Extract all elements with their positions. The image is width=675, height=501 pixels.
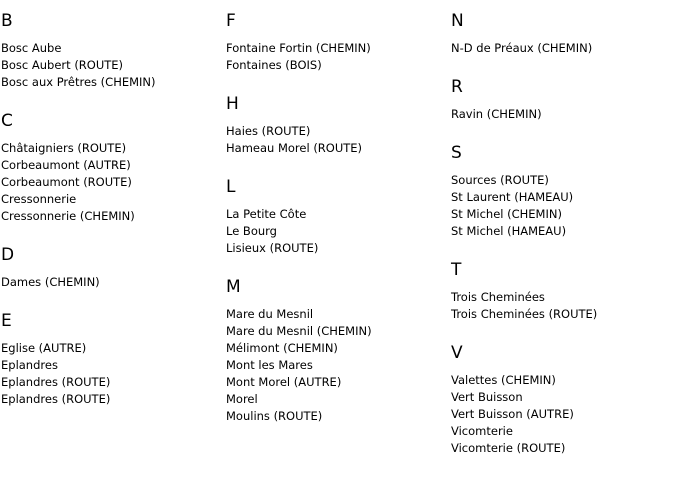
section-letter-heading: R — [451, 77, 463, 97]
letter-section — [226, 176, 446, 257]
place-entry: Fontaines (BOIS) — [226, 58, 322, 72]
entry-list — [451, 40, 671, 57]
place-entry: Vert Buisson (AUTRE) — [451, 407, 574, 421]
place-entry: St Michel (CHEMIN) — [451, 207, 562, 221]
letter-section — [1, 310, 221, 408]
section-letter-heading: F — [226, 11, 236, 31]
place-entry: N-D de Préaux (CHEMIN) — [451, 41, 593, 55]
entry-list — [451, 289, 671, 323]
entry-list — [1, 340, 221, 408]
section-letter-heading: H — [226, 94, 239, 114]
place-entry: Mont les Mares — [226, 358, 313, 372]
place-entry: Mont Morel (AUTRE) — [226, 375, 342, 389]
letter-section — [1, 110, 221, 225]
index-column-1 — [1, 10, 221, 427]
place-entry: St Michel (HAMEAU) — [451, 224, 567, 238]
place-entry: Bosc Aube — [1, 41, 62, 55]
place-entry: St Laurent (HAMEAU) — [451, 190, 574, 204]
place-entry: Lisieux (ROUTE) — [226, 241, 319, 255]
letter-section — [1, 10, 221, 91]
entry-list — [451, 106, 671, 123]
letter-section — [451, 259, 671, 323]
letter-section — [451, 10, 671, 57]
entry-list — [1, 140, 221, 225]
section-letter-heading: M — [226, 277, 241, 297]
section-letter-heading: N — [451, 11, 464, 31]
place-entry: La Petite Côte — [226, 207, 307, 221]
place-entry: Mare du Mesnil (CHEMIN) — [226, 324, 372, 338]
place-entry: Haies (ROUTE) — [226, 124, 311, 138]
entry-list — [451, 372, 671, 457]
entry-list — [226, 206, 446, 257]
place-entry: Vert Buisson — [451, 390, 523, 404]
letter-section — [226, 276, 446, 425]
place-entry: Trois Cheminées — [451, 290, 545, 304]
place-entry: Eglise (AUTRE) — [1, 341, 87, 355]
place-entry: Eplandres (ROUTE) — [1, 392, 111, 406]
letter-section — [226, 93, 446, 157]
place-entry: Vicomterie — [451, 424, 513, 438]
place-entry: Morel — [226, 392, 258, 406]
index-column-3 — [451, 10, 671, 476]
place-entry: Cressonnerie (CHEMIN) — [1, 209, 135, 223]
section-letter-heading: E — [1, 311, 12, 331]
section-letter-heading: V — [451, 343, 463, 363]
letter-section — [451, 76, 671, 123]
place-entry: Mélimont (CHEMIN) — [226, 341, 338, 355]
entry-list — [226, 123, 446, 157]
place-entry: Mare du Mesnil — [226, 307, 314, 321]
section-letter-heading: S — [451, 143, 462, 163]
place-entry: Bosc aux Prêtres (CHEMIN) — [1, 75, 156, 89]
place-entry: Hameau Morel (ROUTE) — [226, 141, 363, 155]
place-entry: Vicomterie (ROUTE) — [451, 441, 566, 455]
letter-section — [451, 142, 671, 240]
place-entry: Moulins (ROUTE) — [226, 409, 323, 423]
entry-list — [451, 172, 671, 240]
place-entry: Sources (ROUTE) — [451, 173, 549, 187]
entry-list — [1, 274, 221, 291]
entry-list — [226, 306, 446, 425]
place-entry: Eplandres (ROUTE) — [1, 375, 111, 389]
place-entry: Fontaine Fortin (CHEMIN) — [226, 41, 371, 55]
section-letter-heading: T — [451, 260, 462, 280]
entry-list — [1, 40, 221, 91]
place-entry: Valettes (CHEMIN) — [451, 373, 556, 387]
letter-section — [226, 10, 446, 74]
section-letter-heading: D — [1, 245, 15, 265]
entry-list — [226, 40, 446, 74]
index-column-2 — [226, 10, 446, 444]
section-letter-heading: C — [1, 111, 13, 131]
letter-section — [1, 244, 221, 291]
place-entry: Bosc Aubert (ROUTE) — [1, 58, 124, 72]
letter-section — [451, 342, 671, 457]
place-entry: Eplandres — [1, 358, 58, 372]
place-entry: Trois Cheminées (ROUTE) — [451, 307, 598, 321]
section-letter-heading: B — [1, 11, 13, 31]
place-entry: Dames (CHEMIN) — [1, 275, 100, 289]
section-letter-heading: L — [226, 177, 236, 197]
place-entry: Corbeaumont (ROUTE) — [1, 175, 132, 189]
place-entry: Ravin (CHEMIN) — [451, 107, 542, 121]
place-entry: Corbeaumont (AUTRE) — [1, 158, 131, 172]
place-entry: Châtaigniers (ROUTE) — [1, 141, 127, 155]
place-entry: Le Bourg — [226, 224, 277, 238]
place-entry: Cressonnerie — [1, 192, 77, 206]
